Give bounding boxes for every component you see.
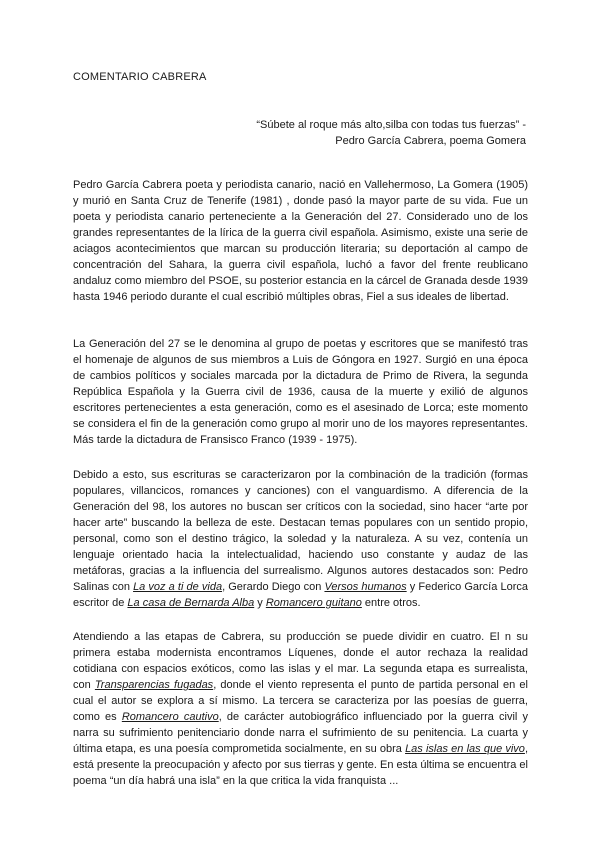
work-title: Romancero guitano bbox=[265, 597, 362, 609]
paragraph-text: Debido a esto, sus escrituras se caracterizaron por la combinación de la tradición (formas populares, villancicos, romances y canciones) con el vanguardismo. A diferencia de la Generación del 98, los autores no buscan ser críticos con la sociedad, sino hacer “arte por hacer arte” buscando la belleza de este. Destacan temas populares con un sentido propio, personal, como son el destino trágico, la soledad y la naturaleza. A su vez, contenía un lenguaje orientado hacia la intelectualidad, haciendo uso constante y audaz de las metáforas, gracias a la influencia del surrealismo. Algunos autores destacados son: Pedro Salinas con bbox=[73, 469, 528, 593]
paragraph-biography: Pedro García Cabrera poeta y periodista canario, nació en Vallehermoso, La Gomera (1905) y murió en Santa Cruz de Tenerife (1981) , donde pasó la mayor parte de su vida. Fue un poeta y periodista canario perteneciente a la Generación del 27. Considerado uno de los grandes representantes de la lírica de la guerra civil española. Asimismo, existe una serie de aciagos acontecimientos que marcan su producción literaria; su deportación al campo de concentración del Sahara, la guerra civil española, luchó a favor del frente reublicano andaluz como miembro del PSOE, su posterior estancia en la cárcel de Granada desde 1939 hasta 1946 periodo durante el cual escribió múltiples obras, Fiel a sus ideales de libertad. bbox=[73, 179, 528, 303]
paragraph-text: , donde el viento representa el punto de partida personal en el cual el autor se explora a sí mismo. La tercera se caracteriza por las poesías de guerra, como es bbox=[73, 679, 528, 723]
epigraph-quote: “Súbete al roque más alto,silba con todas tus fuerzas” - bbox=[256, 119, 526, 131]
paragraph-text: y Federico García Lorca escritor de bbox=[73, 581, 528, 609]
work-title: Transparencias fugadas bbox=[94, 679, 214, 691]
document-title: COMENTARIO CABRERA bbox=[73, 71, 207, 83]
work-title: Versos humanos bbox=[324, 581, 407, 593]
work-title: Las islas en las que vivo bbox=[405, 743, 525, 755]
paragraph-generation-27: La Generación del 27 se le denomina al grupo de poetas y escritores que se manifestó tras el homenaje de algunos de sus miembros a Luis de Góngora en 1927. Surgió en una época de cambios políticos y sociales marcada por la dictadura de Primo de Rivera, la segunda República Española y la Guerra civil de 1936, causa de la muerte y exilió de algunos escritores pertenecientes a esta generación, como es el asesinado de Lorca; este momento se considera el fin de la generación como grupo al morir uno de los mayores representantes. Más tarde la dictadura de Fransisco Franco (1939 - 1975). bbox=[73, 338, 528, 446]
paragraph-text: , de carácter autobiográfico influenciado por la guerra civil y narra su sufrimiento penitenciario donde narra el sufrimiento de su penitencia. La cuarta y última etapa, es una poesía comprometida socialmente, en su obra bbox=[73, 711, 528, 755]
epigraph-attribution: Pedro García Cabrera, poema Gomera bbox=[335, 135, 526, 147]
paragraph-characteristics bbox=[73, 467, 528, 611]
work-title: La voz a ti de vida bbox=[133, 581, 223, 593]
work-title: La casa de Bernarda Alba bbox=[127, 597, 255, 609]
epigraph bbox=[256, 117, 526, 149]
paragraph-text: , Gerardo Diego con bbox=[222, 581, 325, 593]
paragraph-text: Atendiendo a las etapas de Cabrera, su producción se puede dividir en cuatro. El n su primera estaba modernista encontramos Líquenes, donde el autor rechaza la realidad cotidiana con espacios exóticos, como las islas y el mar. La segunda etapa es surrealista, con bbox=[73, 631, 528, 691]
paragraph-text: , está presente la preocupación y afecto por sus tierras y gente. En esta última se encuentra el poema “un día habrá una isla” en la que critica la vida franquista ... bbox=[73, 743, 528, 787]
work-title: Romancero cautivo bbox=[121, 711, 219, 723]
paragraph-text: entre otros. bbox=[361, 597, 421, 609]
paragraph-stages bbox=[73, 629, 528, 789]
paragraph-text: y bbox=[254, 597, 266, 609]
